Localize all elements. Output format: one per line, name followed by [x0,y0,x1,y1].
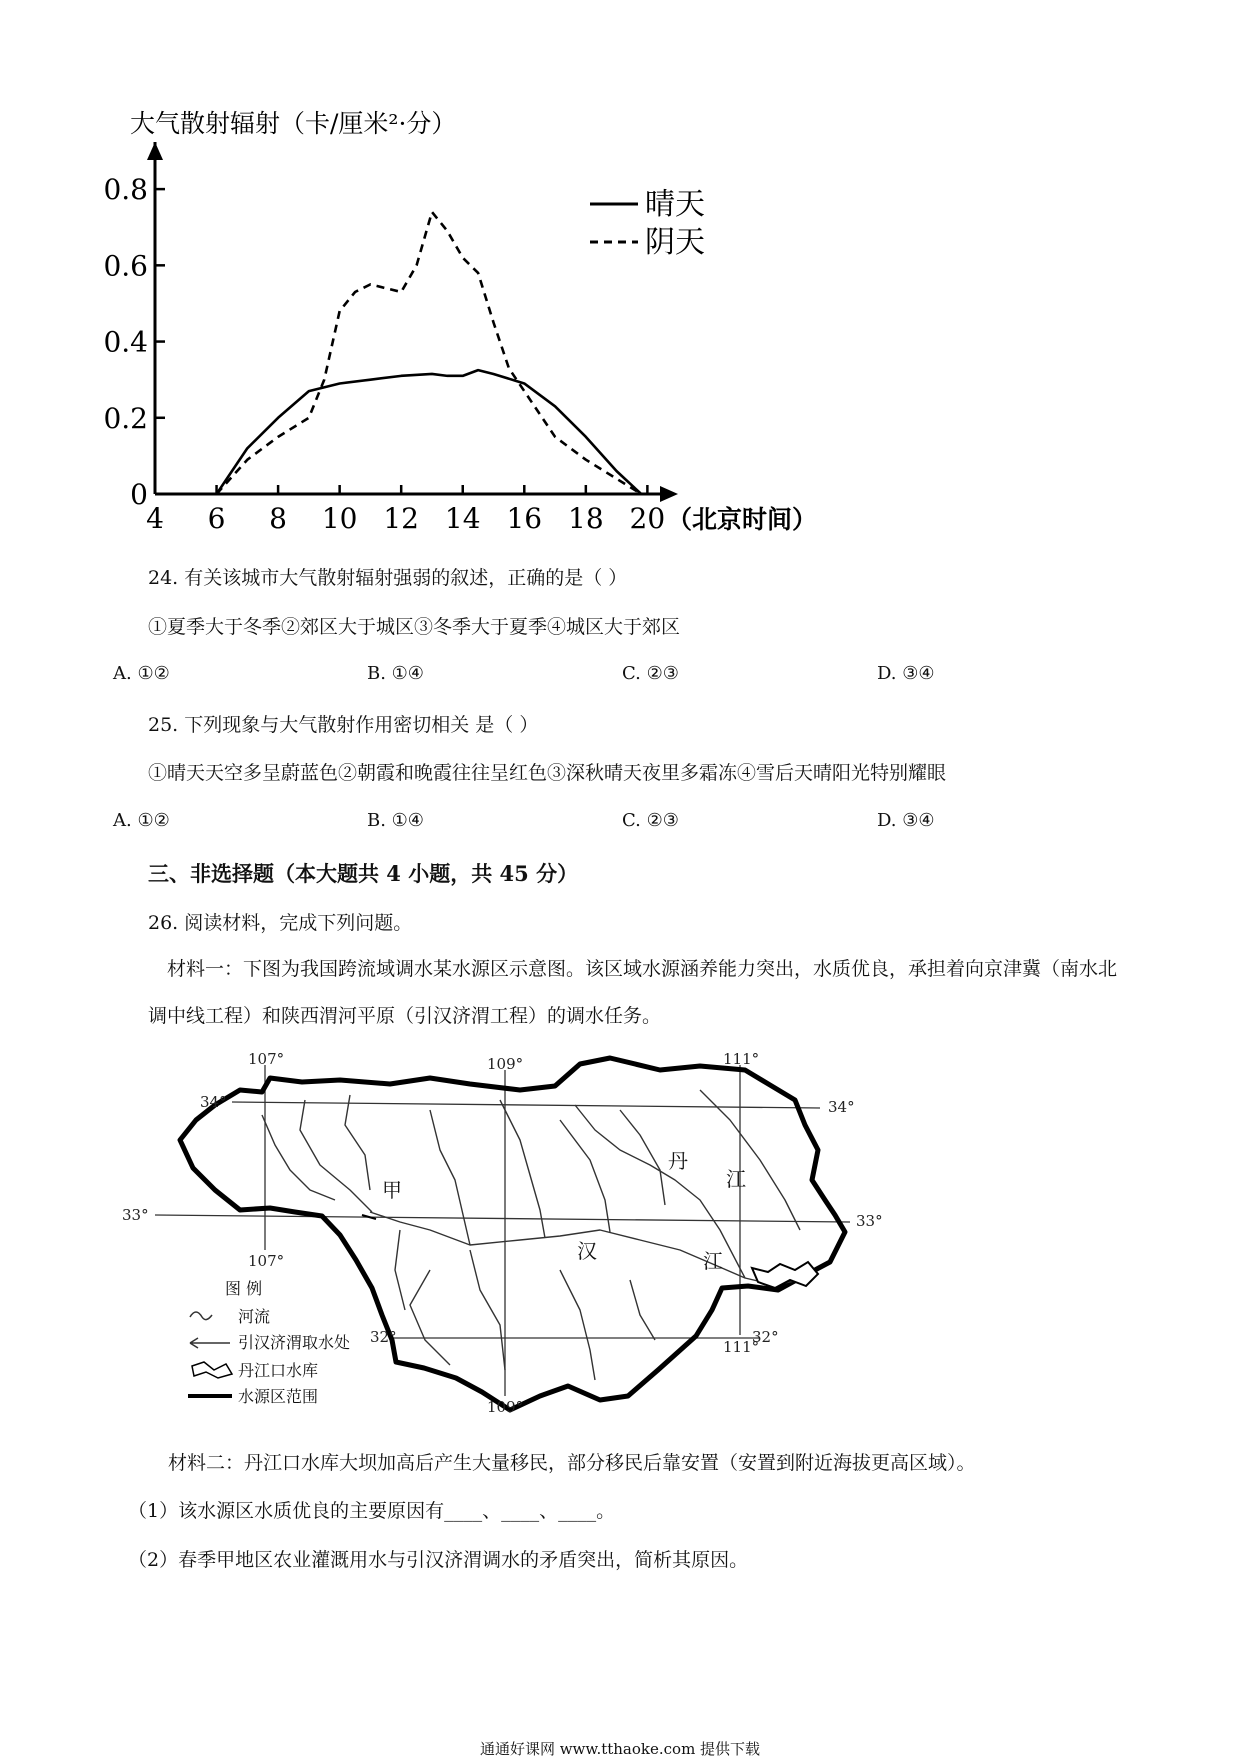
q24-option-b: B. ①④ [367,663,424,684]
y-tick-label: 0.8 [103,173,148,207]
q26-sub-question-1: （1）该水源区水质优良的主要原因有____、____、____。 [128,1500,616,1522]
x-tick-label: 8 [269,502,288,535]
q24-items: ①夏季大于冬季②郊区大于城区③冬季大于夏季④城区大于郊区 [148,616,681,638]
water-source-map [0,1040,1240,1430]
q24-option-c: C. ②③ [622,663,679,684]
q26-material-one: 材料一：下图为我国跨流域调水某水源区示意图。该区域水源涵养能力突出，水质优良，承担着向京津冀（南水北调中线工程）和陕西渭河平原（引汉济渭工程）的调水任务。 [148,958,1118,1027]
lat-33-right: 33° [856,1212,883,1230]
map-label-jiang-lower: 江 [703,1249,723,1273]
intake-legend-icon [190,1338,230,1348]
q25-option-b: B. ①④ [367,810,424,831]
reservoir-legend-icon [192,1362,232,1378]
legend-title: 图 例 [225,1279,263,1298]
q25-option-d: D. ③④ [877,810,935,831]
lat-33-left: 33° [122,1206,149,1224]
x-tick-label: 16 [506,502,543,535]
x-axis-label: （北京时间） [667,505,818,534]
lon-111-bottom: 111° [723,1338,760,1356]
q25-option-c: C. ②③ [622,810,679,831]
radiation-chart [0,0,1240,560]
lon-109-top: 109° [487,1055,524,1073]
x-tick-label: 20 [629,502,666,535]
q26-sub-question-2: （2）春季甲地区农业灌溉用水与引汉济渭调水的矛盾突出，简析其原因。 [128,1549,749,1571]
q25-items: ①晴天天空多呈蔚蓝色②朝霞和晚霞往往呈红色③深秋晴天夜里多霜冻④雪后天晴阳光特别耀眼 [148,762,947,784]
q24-option-a: A. ①② [113,663,170,684]
map-label-dan: 丹 [668,1149,688,1173]
x-tick-label: 14 [444,502,481,535]
map-label-jia: 甲 [382,1178,402,1202]
lat-34-left: 34° [200,1093,227,1111]
lon-107-top: 107° [248,1050,285,1068]
legend-boundary: 水源区范围 [238,1387,319,1406]
q26-material-two: 材料二：丹江口水库大坝加高后产生大量移民，部分移民后靠安置（安置到附近海拔更高区域）。 [168,1452,976,1474]
q26-stem: 26. 阅读材料，完成下列问题。 [148,912,413,934]
x-tick-label: 18 [568,502,604,535]
lon-111-top: 111° [723,1050,760,1068]
lat-34-right: 34° [828,1098,855,1116]
q24-option-d: D. ③④ [877,663,935,684]
x-tick-label: 10 [321,502,358,535]
page-footer: 通通好课网 www.tthaoke.com 提供下载 [479,1740,761,1758]
q24-stem: 24. 有关该城市大气散射辐射强弱的叙述，正确的是（ ） [148,567,628,589]
river-legend-icon [190,1312,212,1320]
y-tick-label: 0.4 [103,325,148,359]
chart-title: 大气散射辐射（卡/厘米²·分） [130,109,457,138]
y-tick-label: 0.2 [103,401,148,435]
lat-32-left: 32° [370,1328,397,1346]
x-tick-label: 4 [146,502,164,535]
lon-109-bottom: 109° [487,1398,524,1416]
map-legend [188,1279,350,1406]
legend-label-sunny: 晴天 [645,187,705,222]
map-label-han: 汉 [577,1239,597,1263]
section-heading: 三、非选择题（本大题共 4 小题，共 45 分） [148,861,579,886]
legend-intake: 引汉济渭取水处 [238,1333,351,1352]
legend-reservoir: 丹江口水库 [238,1361,319,1380]
q25-stem: 25. 下列现象与大气散射作用密切相关 是（ ） [148,714,539,736]
legend-river: 河流 [238,1307,271,1326]
y-tick-label: 0.6 [103,249,148,283]
legend-label-cloudy: 阴天 [645,225,705,260]
x-tick-label: 6 [207,502,226,535]
q25-option-a: A. ①② [113,810,170,831]
series-line-cloudy [217,212,642,494]
lon-107-bottom: 107° [248,1252,285,1270]
map-label-jiang-upper: 江 [726,1167,746,1191]
y-axis-arrow [147,142,163,160]
x-axis-arrow [660,486,678,502]
y-tick-label: 0 [130,478,148,511]
series-line-sunny [217,370,642,494]
basin-boundary [180,1058,845,1410]
lat-32-right: 32° [752,1328,779,1346]
x-tick-label: 12 [383,502,420,535]
